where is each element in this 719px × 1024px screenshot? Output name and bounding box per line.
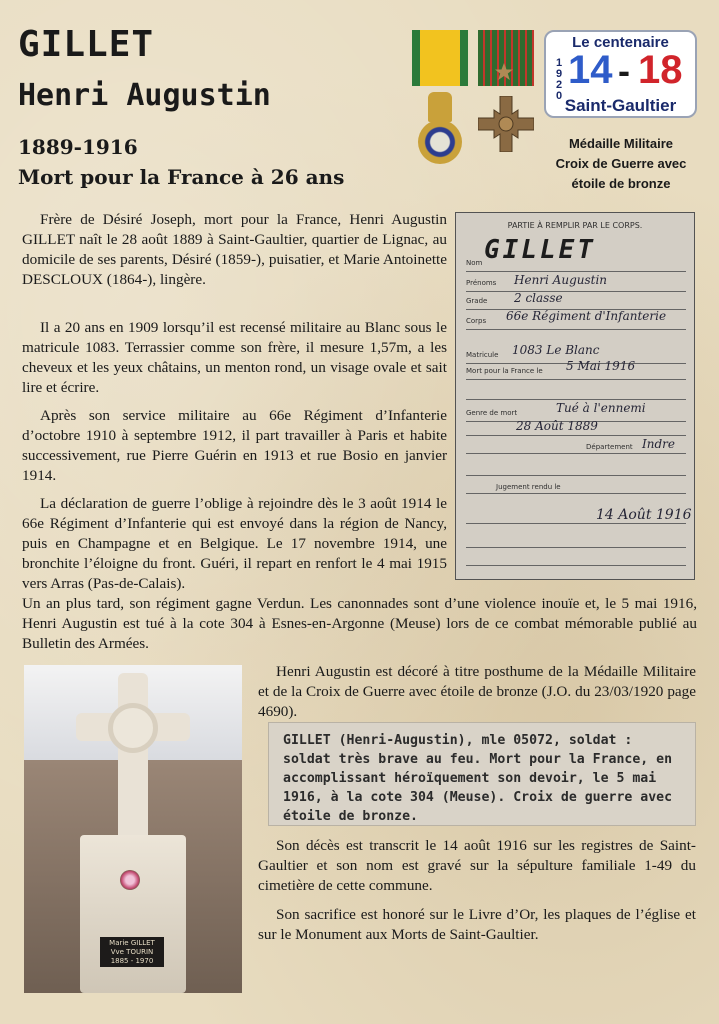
card-value-corps: 66e Régiment d'Infanterie — [506, 309, 667, 323]
card-value-grade: 2 classe — [514, 291, 563, 305]
card-label-mort: Mort pour la France le — [466, 367, 543, 375]
stone-cross — [118, 673, 148, 843]
card-value-mort: 5 Mai 1916 — [566, 359, 636, 373]
medaille-militaire-icon — [418, 120, 462, 164]
subtitle-firstnames: Henri Augustin — [18, 78, 271, 113]
card-label-corps: Corps — [466, 317, 487, 325]
card-header: PARTIE À REMPLIR PAR LE CORPS. — [507, 221, 643, 230]
croix-de-guerre-icon — [478, 96, 534, 152]
grave-photo — [24, 665, 242, 993]
card-value-departement: Indre — [642, 437, 675, 451]
card-value-matricule: 1083 Le Blanc — [512, 343, 600, 357]
plaque-line-3: 1885 - 1970 — [110, 957, 154, 965]
medal-caption — [536, 134, 706, 194]
paragraph-verdun: Un an plus tard, son régiment gagne Verdun. Les canonnades sont d’une violence inouïe et, le 5 mai 1916, Henri Augustin est tué à la cote 304 à Esnes-en-Argonne (Meuse) lors de ce combat mémorable publié au Bulletin des Armées. — [22, 595, 697, 652]
medal-caption-line-1: Médaille Militaire — [568, 136, 674, 151]
grave-stele — [80, 835, 186, 993]
death-statement: Mort pour la France à 26 ans — [18, 165, 345, 189]
card-value-prenoms: Henri Augustin — [514, 273, 608, 287]
paragraph-service: Après son service militaire au 66e Régiment d’Infanterie d’octobre 1910 à septembre 1912, il part travailler à Paris et habite successivement, rue Pierre Guérin en 1913 et rue Bosio en janvier 1914. — [22, 407, 447, 484]
paragraph-transcription: Son décès est transcrit le 14 août 1916 sur les registres de Saint-Gaultier et son nom est gravé sur la sépulture familiale 1-49 du cimetière de cette commune. — [258, 837, 696, 894]
plaque-line-2: Vve TOURIN — [110, 948, 154, 956]
card-label-jugement: Jugement rendu le — [496, 483, 561, 491]
medaille-militaire-eagle — [428, 92, 452, 122]
logo-number-18: 18 — [638, 48, 683, 92]
logo-years-text: 1920 — [556, 57, 563, 102]
page-title: GILLET — [18, 24, 155, 65]
card-label-nom: Nom — [466, 259, 483, 267]
card-surname: GILLET — [484, 235, 596, 265]
logo-bottom-text: Saint-Gaultier — [564, 96, 677, 115]
medaille-militaire-ribbon — [412, 30, 468, 86]
card-label-matricule: Matricule — [466, 351, 499, 359]
grave-plaque — [100, 937, 164, 967]
life-years: 1889-1916 — [18, 135, 138, 159]
logo-top-text: Le centenaire — [572, 34, 669, 51]
flower-icon — [120, 870, 140, 890]
card-label-departement: Département — [586, 443, 633, 451]
plaque-line-1: Marie GILLET — [109, 939, 155, 947]
journal-officiel-clipping: GILLET (Henri-Augustin), mle 05072, soldat : soldat très brave au feu. Mort pour la France, en accomplissant héroïquement son devoir, le 5 mai 1916, à la cote 304 (Meuse). Croix de guerre avec étoile de bronze. — [268, 722, 696, 826]
card-label-prenoms: Prénoms — [466, 279, 497, 287]
paragraph-decoration: Henri Augustin est décoré à titre posthume de la Médaille Militaire et de la Croix de Guerre avec étoile de bronze (J.O. du 23/03/1920 page 4690). — [258, 663, 696, 720]
paragraph-census: Il a 20 ans en 1909 lorsqu’il est recensé militaire au Blanc sous le matricule 1083. Terrassier comme son frère, il mesure 1,57m, a les cheveux et les yeux châtains, un menton rond, un visage ovale et sait lire et écrire. — [22, 319, 447, 396]
paragraph-family: Frère de Désiré Joseph, mort pour la France, Henri Augustin GILLET naît le 28 août 1889 à Saint-Gaultier, quartier de Lignac, au domicile de ses parents, Désiré (1859-), puisatier, et Marie Antoinette DESCLOUX (1864-), lingère. — [22, 211, 447, 288]
card-label-genre: Genre de mort — [466, 409, 518, 417]
logo-number-14: 14 — [568, 48, 613, 92]
card-value-transcription: 14 Août 1916 — [596, 507, 692, 523]
centenaire-logo — [544, 30, 697, 118]
bronze-star-icon — [494, 62, 514, 82]
medal-caption-line-2: Croix de Guerre avec — [555, 156, 687, 171]
paragraph-honours: Son sacrifice est honoré sur le Livre d’Or, les plaques de l’église et sur le Monument aux Morts de Saint-Gaultier. — [258, 906, 696, 943]
card-value-genre: Tué à l'ennemi — [556, 401, 646, 415]
logo-dash: - — [618, 50, 630, 91]
card-label-grade: Grade — [466, 297, 488, 305]
medal-caption-line-3: étoile de bronze — [571, 176, 671, 191]
paragraph-war: La déclaration de guerre l’oblige à rejoindre dès le 3 août 1914 le 66e Régiment d’Infanterie qui est envoyé dans la région de Nancy, puis en Champagne et en Belgique. Le 17 novembre 1914, une bronchite l’éloigne du front. Guéri, il repart en renfort le 4 mai 1915 vers Arras (Pas-de-Calais). — [22, 495, 447, 592]
military-registry-card — [455, 212, 695, 580]
card-value-birthdate: 28 Août 1889 — [516, 419, 598, 433]
